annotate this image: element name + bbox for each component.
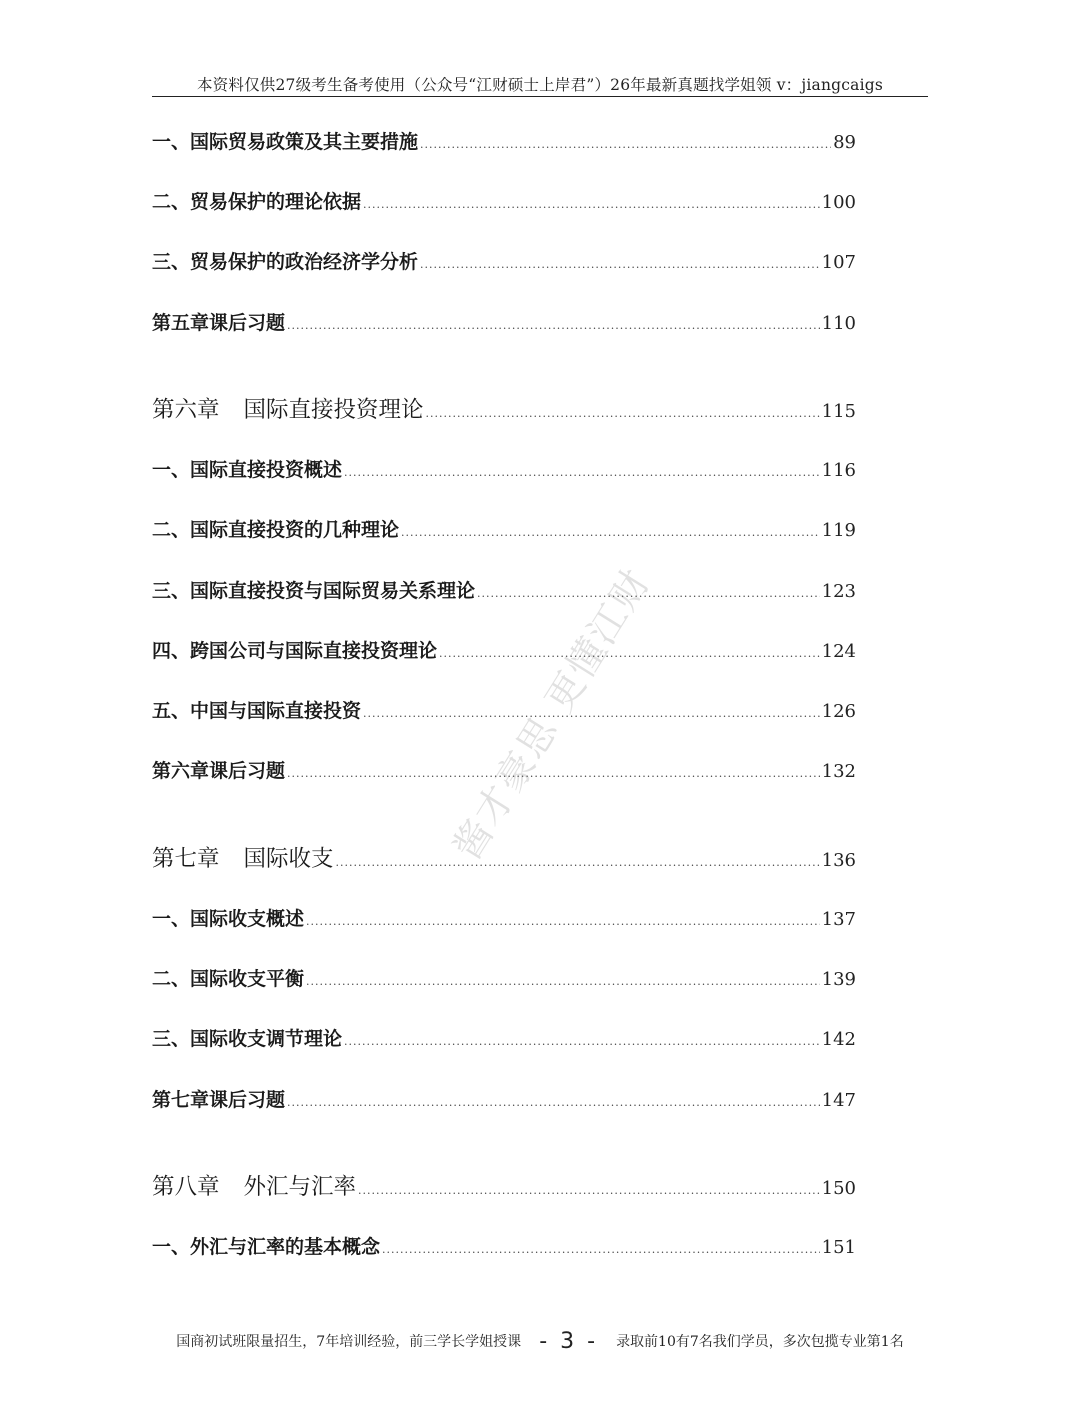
- page-header: [152, 73, 928, 97]
- toc-entry-title: 二、国际直接投资的几种理论: [152, 519, 400, 541]
- toc-leader-dots: [420, 131, 831, 159]
- toc-entry-title: 第六章课后习题: [152, 760, 286, 782]
- toc-chapter-title: [152, 1170, 356, 1204]
- toc-entry-page: 126: [821, 701, 856, 722]
- toc-leader-dots: [420, 251, 820, 279]
- toc-entry-title: 五、中国与国际直接投资: [152, 700, 362, 722]
- toc-leader-dots: [287, 312, 820, 340]
- toc-chapter-title: [152, 393, 424, 427]
- toc-entry-page: 150: [821, 1178, 856, 1199]
- toc-entry-page: 137: [821, 909, 856, 930]
- toc-entry-page: 116: [821, 460, 856, 481]
- toc-leader-dots: [344, 1028, 820, 1056]
- toc-entry[interactable]: [152, 905, 856, 933]
- toc-entry[interactable]: [152, 1086, 856, 1114]
- toc-entry[interactable]: [152, 1233, 856, 1261]
- chapter-name: 外汇与汇率: [243, 1174, 357, 1200]
- toc-entry-page: 124: [821, 641, 856, 662]
- toc-entry-page: 139: [821, 969, 856, 990]
- toc-entry-title: 二、贸易保护的理论依据: [152, 191, 362, 213]
- toc-entry-page: 100: [821, 192, 856, 213]
- chapter-name: 国际收支: [243, 846, 334, 872]
- toc-leader-dots: [401, 519, 820, 547]
- toc-chapter-entry[interactable]: [152, 393, 856, 427]
- toc-leader-dots: [336, 846, 820, 880]
- toc-chapter-entry[interactable]: [152, 842, 856, 876]
- chapter-number: 第八章: [152, 1174, 220, 1200]
- toc-entry-page: 151: [821, 1237, 856, 1258]
- toc-leader-dots: [426, 397, 820, 431]
- toc-entry-title: 第七章课后习题: [152, 1089, 286, 1111]
- toc-entry-page: 89: [833, 132, 856, 153]
- page-footer: [150, 1326, 930, 1356]
- toc-entry[interactable]: [152, 637, 856, 665]
- toc-entry[interactable]: [152, 309, 856, 337]
- toc-entry-page: 147: [821, 1090, 856, 1111]
- toc-entry-title: 一、国际收支概述: [152, 908, 305, 930]
- toc-entry-page: 110: [821, 313, 856, 334]
- toc-entry-title: 三、国际收支调节理论: [152, 1028, 343, 1050]
- toc-entry-page: 132: [821, 761, 856, 782]
- toc-entry[interactable]: [152, 248, 856, 276]
- toc-leader-dots: [287, 1089, 820, 1117]
- toc-entry-page: 107: [821, 252, 856, 273]
- toc-entry-title: 四、跨国公司与国际直接投资理论: [152, 640, 438, 662]
- toc-entry[interactable]: [152, 965, 856, 993]
- toc-chapter-title: [152, 842, 334, 876]
- chapter-name: 国际直接投资理论: [243, 397, 424, 423]
- toc-entry[interactable]: [152, 577, 856, 605]
- toc-entry-page: 136: [821, 850, 856, 871]
- toc-entry-title: 三、贸易保护的政治经济学分析: [152, 251, 419, 273]
- toc-entry-title: 一、外汇与汇率的基本概念: [152, 1236, 381, 1258]
- toc-entry-title: 三、国际直接投资与国际贸易关系理论: [152, 580, 476, 602]
- page-number: - 3 -: [539, 1328, 599, 1354]
- toc-entry-title: 第五章课后习题: [152, 312, 286, 334]
- toc-entry[interactable]: [152, 456, 856, 484]
- toc-entry[interactable]: [152, 516, 856, 544]
- toc-entry-page: 142: [821, 1029, 856, 1050]
- watermark-text: 酱才豪思 更懂江财: [444, 560, 659, 868]
- toc-leader-dots: [358, 1174, 820, 1208]
- toc-entry-page: 123: [821, 581, 856, 602]
- toc-entry[interactable]: [152, 1025, 856, 1053]
- toc-entry-title: 一、国际直接投资概述: [152, 459, 343, 481]
- toc-leader-dots: [306, 908, 820, 936]
- footer-right-text: 录取前10有7名我们学员，多次包揽专业第1名: [616, 1334, 904, 1350]
- toc-leader-dots: [382, 1236, 820, 1264]
- toc-entry[interactable]: [152, 188, 856, 216]
- toc-entry[interactable]: [152, 697, 856, 725]
- toc-entry-page: 115: [821, 401, 856, 422]
- header-rule: [152, 96, 928, 97]
- toc-entry-page: 119: [821, 520, 856, 541]
- toc-leader-dots: [306, 968, 820, 996]
- chapter-number: 第六章: [152, 397, 220, 423]
- footer-left-text: 国商初试班限量招生，7年培训经验，前三学长学姐授课: [176, 1334, 522, 1350]
- toc-entry-title: 一、国际贸易政策及其主要措施: [152, 131, 419, 153]
- chapter-number: 第七章: [152, 846, 220, 872]
- header-text: 本资料仅供27级考生备考使用（公众号“江财硕士上岸君”）26年最新真题找学姐领 v：jiangcaigs: [196, 76, 884, 94]
- toc-entry[interactable]: [152, 128, 856, 156]
- toc-leader-dots: [344, 459, 820, 487]
- toc-leader-dots: [363, 191, 820, 219]
- toc-chapter-entry[interactable]: [152, 1170, 856, 1204]
- toc-entry-title: 二、国际收支平衡: [152, 968, 305, 990]
